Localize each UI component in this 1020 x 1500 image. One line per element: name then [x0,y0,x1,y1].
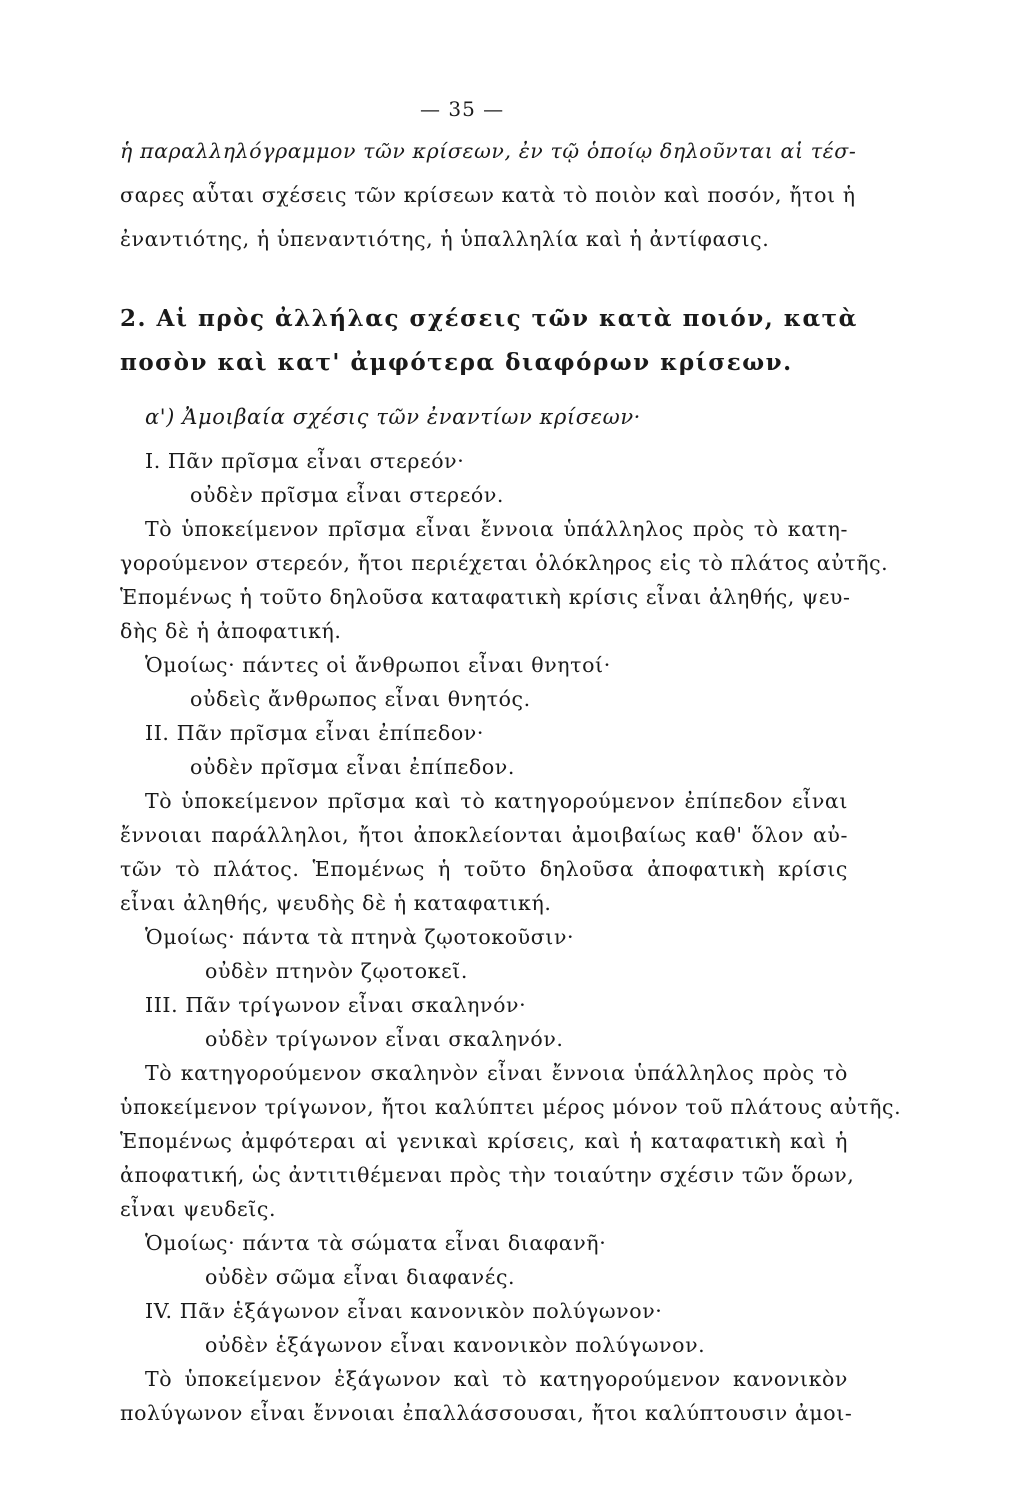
text-line: οὐδὲν τρίγωνον εἶναι σκαληνόν. [205,1027,564,1051]
text-line: οὐδὲν πτηνὸν ζῳοτοκεῖ. [205,959,469,983]
text-line: I. Πᾶν πρῖσμα εἶναι στερεόν· [145,449,465,473]
intro-line: ἡ παραλληλόγραμμον τῶν κρίσεων, ἐν τῷ ὁποίῳ δηλοῦνται αἱ τέσ- [120,139,857,163]
text-line: Τὸ ὑποκείμενον πρῖσμα εἶναι ἔννοια ὑπάλληλος πρὸς τὸ κατη- [145,517,848,541]
text-line: οὐδὲν πρῖσμα εἶναι στερεόν. [190,483,505,507]
text-line: δὴς δὲ ἡ ἀποφατική. [120,619,342,643]
text-line: IV. Πᾶν ἑξάγωνον εἶναι κανονικὸν πολύγωνον· [145,1299,663,1323]
text-line: III. Πᾶν τρίγωνον εἶναι σκαληνόν· [145,993,527,1017]
text-line: εἶναι ἀληθής, ψευδὴς δὲ ἡ καταφατική. [120,891,552,915]
text-line: Ἑπομένως ἡ τοῦτο δηλοῦσα καταφατικὴ κρίσις εἶναι ἀληθής, ψευ- [120,585,851,609]
text-line: πολύγωνον εἶναι ἔννοιαι ἐπαλλάσσουσαι, ἤτοι καλύπτουσιν ἀμοι- [120,1401,853,1425]
text-line: οὐδὲν πρῖσμα εἶναι ἐπίπεδον. [190,755,515,779]
subheading: α') Ἀμοιβαία σχέσις τῶν ἐναντίων κρίσεων· [145,405,641,429]
text-line: Τὸ κατηγορούμενον σκαληνὸν εἶναι ἔννοια ὑπάλληλος πρὸς τὸ [145,1061,848,1085]
text-line: Ἑπομένως ἀμφότεραι αἱ γενικαὶ κρίσεις, καὶ ἡ καταφατικὴ καὶ ἡ [120,1129,848,1153]
intro-line: ἐναντιότης, ἡ ὑπεναντιότης, ἡ ὑπαλληλία καὶ ἡ ἀντίφασις. [120,227,770,251]
text-line: τῶν τὸ πλάτος. Ἑπομένως ἡ τοῦτο δηλοῦσα ἀποφατικὴ κρίσις [120,857,848,881]
text-line: οὐδὲν σῶμα εἶναι διαφανές. [205,1265,516,1289]
text-line: ἔννοιαι παράλληλοι, ἤτοι ἀποκλείονται ἀμοιβαίως καθ' ὅλον αὐ- [120,823,848,847]
text-line: οὐδὲν ἑξάγωνον εἶναι κανονικὸν πολύγωνον. [205,1333,706,1357]
intro-line: σαρες αὗται σχέσεις τῶν κρίσεων κατὰ τὸ ποιὸν καὶ ποσόν, ἤτοι ἡ [120,183,856,207]
page-number: — 35 — [420,97,505,121]
text-line: Ὁμοίως· πάντες οἱ ἄνθρωποι εἶναι θνητοί· [145,653,611,677]
text-line: ὑποκείμενον τρίγωνον, ἤτοι καλύπτει μέρος μόνον τοῦ πλάτους αὐτῆς. [120,1095,902,1119]
text-line: ἀποφατική, ὡς ἀντιτιθέμεναι πρὸς τὴν τοιαύτην σχέσιν τῶν ὅρων, [120,1163,855,1187]
text-line: II. Πᾶν πρῖσμα εἶναι ἐπίπεδον· [145,721,484,745]
text-line: Τὸ ὑποκείμενον πρῖσμα καὶ τὸ κατηγορούμενον ἐπίπεδον εἶναι [145,789,848,813]
text-line: Ὁμοίως· πάντα τὰ σώματα εἶναι διαφανῆ· [145,1231,607,1255]
text-line: Τὸ ὑποκείμενον ἑξάγωνον καὶ τὸ κατηγορούμενον κανονικὸν [145,1367,848,1391]
section-heading: 2. Αἱ πρὸς ἀλλήλας σχέσεις τῶν κατὰ ποιόν, κατὰ [120,305,858,332]
text-line: Ὁμοίως· πάντα τὰ πτηνὰ ζῳοτοκοῦσιν· [145,925,575,949]
text-line: οὐδεὶς ἄνθρωπος εἶναι θνητός. [190,687,531,711]
text-line: γορούμενον στερεόν, ἤτοι περιέχεται ὁλόκληρος εἰς τὸ πλάτος αὐτῆς. [120,551,889,575]
text-line: εἶναι ψευδεῖς. [120,1197,277,1221]
section-heading: ποσὸν καὶ κατ' ἀμφότερα διαφόρων κρίσεων. [120,349,793,376]
